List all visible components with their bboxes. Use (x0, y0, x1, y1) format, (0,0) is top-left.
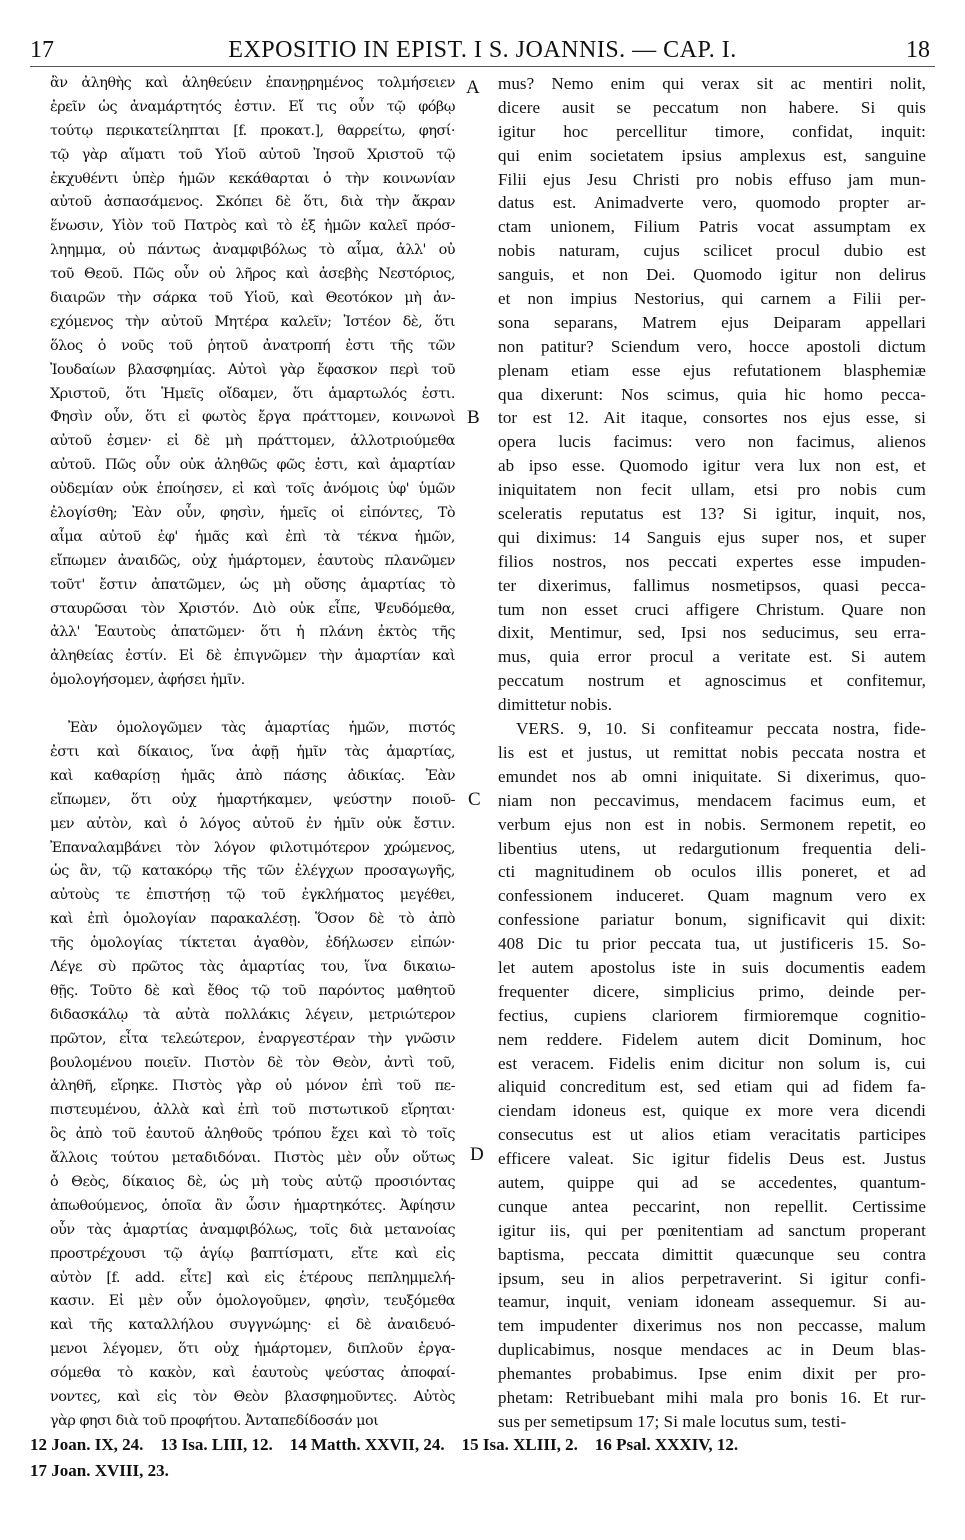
right-page-number: 18 (906, 37, 930, 63)
text-line: βουλομένου ποιεῖν. Πιστὸν δὲ τὸν Θεὸν, ἀντὶ τοῦ, (50, 1054, 455, 1071)
text-line: let autem apostolus iste in suis documentis eadem (498, 957, 926, 977)
text-line: οὖν τὰς ἁμαρτίας ἀναμφιβόλως, τοῖς διὰ μετανοίας (50, 1221, 455, 1238)
text-line: qui enim societatem ipsius amplexus est, sanguine (498, 145, 926, 165)
text-line: ἀληθῆ, εἴρηκε. Πιστὸς γὰρ οὐ μόνον ἐπὶ τοῦ πε- (50, 1078, 455, 1095)
text-line: εἴπωμεν ἀναιδῶς, οὐχ ἡμάρτομεν, ἑαυτοὺς πλανῶμεν (50, 552, 455, 569)
text-line: datus est. Animadverte vero, quomodo propter ar- (498, 193, 926, 213)
text-line (50, 693, 455, 717)
text-line: ctam unionem, Filium Patris vocat assumptam ex (498, 217, 926, 237)
text-line: ἀλλ' Ἑαυτοὺς ἀπατῶμεν· ὅτι ἡ πλάνη ἐκτὸς τῆς (50, 624, 455, 641)
text-line: verbum ejus non est in nobis. Sermonem repetit, eo (498, 814, 926, 834)
text-line: frequenter dicere, simplicius primo, deinde per- (498, 981, 926, 1001)
text-line: sanguis, et non Dei. Quomodo igitur non delirus (498, 265, 926, 285)
text-line: libentius utens, ut redargutionum frequentia deli- (498, 838, 926, 858)
text-line: tem impudenter dixerimus nos non peccasse, malum (498, 1316, 926, 1336)
text-line: ciendam idoneus est, quique ex more vera dicendi (498, 1101, 926, 1121)
text-line: ληημμα, οὐ πάντως ἀναμφιβόλως τὸ αἷμα, ἀλλ' οὐ (50, 242, 455, 259)
text-line: 408 Dic tu prior peccata tua, ut justificeris 15. So- (498, 934, 926, 954)
greek-text-column (50, 72, 455, 1434)
text-line: phetam: Retribuebant mihi mala pro bonis 16. Et rur- (498, 1387, 926, 1407)
text-line: ἐκχυθέντι ὑπὲρ ἡμῶν κεκάθαρται ὁ τὴν κοινωνίαν (50, 170, 455, 187)
text-line: πιστευμένου, ἀλλὰ καὶ ἐπὶ τοῦ πιστωτικοῦ εἴρηται· (50, 1102, 455, 1119)
text-line: ὡς ἂν, τῷ κατακόρῳ τῆς τῶν ἐλέγχων προσαγωγῆς, (50, 863, 455, 880)
text-line: σταυρῶσαι τὸν Χριστόν. Διὸ οὐκ εἶπε, Ψευδόμεθα, (50, 600, 455, 617)
text-line: sceleratis reputatus est 13? Si igitur, inquit, nos, (498, 504, 926, 524)
text-line: ἐλογίσθη; Ἐὰν οὖν, φησὶν, ἡμεῖς οἱ εἰπόντες, Τὸ (50, 505, 455, 522)
text-line: ter dixerimus, fallimus nosmetipsos, quasi pecca- (498, 575, 926, 595)
text-line: teamur, inquit, veniam idoneam assequemur. Si au- (498, 1292, 926, 1312)
text-line: ἐρεῖν ὡς ἀναμάρτητός ἐστιν. Εἴ τις οὖν τῷ φόβῳ (50, 98, 455, 115)
text-line: εἴπωμεν, ὅτι οὐχ ἡμαρτήκαμεν, ψεύστην ποιοῦ- (50, 791, 455, 808)
text-line: Filii ejus Jesu Christi pro nobis effuso jam mun- (498, 169, 926, 189)
text-line: πρῶτον, εἶτα τελεώτερον, ἐναργεστέραν τὴν γνῶσιν (50, 1030, 455, 1047)
text-line: igitur iis, qui per pœnitentiam ad sanctum properant (498, 1220, 926, 1240)
text-line: sus per semetipsum 17; Si male locutus sum, testi- (498, 1411, 847, 1431)
text-line: dimittetur nobis. (498, 695, 613, 715)
text-line: qua dixerunt: Nos scimus, quia hic homo pecca- (498, 384, 926, 404)
footnotes (30, 1432, 935, 1484)
text-line: nobis naturam, cujus scilicet procul dubio est (498, 241, 926, 261)
text-line: aliquid concreditum est, sed etiam qui ad fidem fa- (498, 1077, 926, 1097)
left-page-number: 17 (30, 37, 54, 63)
footnote-line: 12 Joan. IX, 24. 13 Isa. LIII, 12. 14 Matth. XXVII, 24. 15 Isa. XLIII, 2. 16 Psal. XXXIV, 12. (30, 1435, 739, 1454)
text-line: ipsum, seu in alios perpetraverint. Si igitur confi- (498, 1268, 926, 1288)
text-line: αὐτοῦ. Πῶς οὖν οὐκ ἀληθῶς φῶς ἐστι, καὶ ἁμαρτίαν (50, 457, 455, 474)
text-line: τῷ γὰρ αἵματι τοῦ Υἱοῦ αὐτοῦ Ἰησοῦ Χριστοῦ τῷ (50, 146, 455, 163)
text-line: ἀπωθούμενος, ὁποῖα ἂν ὦσιν ἡμαρτηκότες. Ἀφίησιν (50, 1197, 455, 1214)
text-line: αἷμα αὐτοῦ ἐφ' ἡμᾶς καὶ ἐπὶ τὰ τέκνα ἡμῶν, (50, 528, 455, 545)
text-line: ἕνωσιν, Υἱὸν τοῦ Πατρὸς καὶ τὸ ἐξ ἡμῶν καλεῖ πρόσ- (50, 218, 455, 235)
text-line: Ἐὰν ὁμολογῶμεν τὰς ἁμαρτίας ἡμῶν, πιστός (68, 720, 455, 737)
text-line: διδασκάλῳ τὰ αὐτὰ πολλάκις λέγειν, μετριώτερον (50, 1006, 455, 1023)
text-line: est veracem. Fidelis enim dicitur non solum is, cui (498, 1053, 926, 1073)
text-line: κασιν. Εἰ μὲν οὖν ὁμολογοῦμεν, φησὶν, τευξόμεθα (50, 1293, 455, 1310)
text-line: ab ipso esse. Quomodo igitur vera lux non est, et (498, 456, 926, 476)
text-line: μενοι λέγομεν, ὅτι οὐχ ἡμάρτομεν, διπλοῦν ἐργα- (50, 1341, 455, 1358)
header-rule (30, 66, 935, 67)
margin-letter-d: D (470, 1144, 484, 1165)
text-line: consecutus est ut alios etiam veracitatis participes (498, 1125, 926, 1145)
text-line: et non impius Nestorius, qui carnem a Filii per- (498, 289, 926, 309)
text-line: προστρέχουσι τῷ ἁγίῳ βαπτίσματι, εἴτε καὶ εἰς (50, 1245, 455, 1262)
text-line: καὶ καθαρίσῃ ἡμᾶς ἀπὸ πάσης ἀδικίας. Ἐὰν (50, 767, 455, 784)
text-line: ἀληθείας ἐστίν. Εἰ δὲ ἐπιγνῶμεν τὴν ἁμαρτίαν καὶ (50, 648, 455, 665)
text-line: cunque antea peccarint, non repellit. Certissime (498, 1196, 926, 1216)
text-line: τοῦ Θεοῦ. Πῶς οὖν οὐ λῆρος καὶ ἀσεβὴς Νεστόριος, (50, 266, 455, 283)
text-line: καὶ τῆς καταλλήλου συγγνώμης· εἰ δὲ ἀναιδευό- (50, 1317, 455, 1334)
text-line: ὅλος ὁ νοῦς τοῦ ῥητοῦ ἀνατροπή ἐστι τῆς τῶν (50, 337, 455, 354)
text-line: νοντες, καὶ εἰς τὸν Θεὸν βλασφημοῦντες. Αὐτὸς (50, 1388, 455, 1405)
text-line: dicere ausit se peccatum non habere. Si quis (498, 97, 926, 117)
text-line: peccatum nostrum et agnoscimus et confitemur, (498, 671, 926, 691)
text-line: mus? Nemo enim qui verax sit ac mentiri nolit, (498, 74, 926, 93)
running-title: EXPOSITIO IN EPIST. I S. JOANNIS. — CAP. I. (228, 37, 737, 63)
text-line: Λέγε σὺ πρῶτος τὰς ἁμαρτίας του, ἵνα δικαιω- (50, 958, 455, 975)
text-line: cti magnitudinem ob oculos illis poneret, et ad (498, 862, 926, 882)
text-line: fectius, cupiens clariorem firmioremque cognitio- (498, 1005, 926, 1025)
text-line: Ἐπαναλαμβάνει τὸν λόγον φιλοτιμότερον χρώμενος, (50, 839, 455, 856)
text-line: ὁμολογήσομεν, ἀφήσει ἡμῖν. (50, 672, 245, 689)
text-line: γὰρ φησι διὰ τοῦ προφήτου. Ἀνταπεδίδοσάν μοι (50, 1412, 379, 1429)
text-line: τοῦτ' ἔστιν ἀπατῶμεν, ὡς μὴ οὔσης ἁμαρτίας τὸ (50, 576, 455, 593)
text-line: autem, quippe qui ad se accedentes, quantum- (498, 1172, 926, 1192)
text-line: καὶ ἐπὶ ὁμολογίαν παρακαλέσῃ. Ὅσον δὲ τὸ ἀπὸ (50, 911, 455, 928)
text-line: niam non peccavimus, mendacem facimus eum, et (498, 790, 926, 810)
text-line: iniquitatem non fecit ullam, etsi pro nobis cum (498, 480, 926, 500)
text-line: τούτῳ περικατείληπται [f. προκατ.], θαρρείτω, φησί· (50, 122, 455, 139)
text-line: ὁ Θεὸς, δίκαιος δὲ, ὡς μὴ τοὺς αὐτῷ προσιόντας (50, 1173, 455, 1190)
text-line: οὐδεμίαν οὐκ ἐποίησεν, εἰ καὶ τοῖς ἀνόμοις ὑφ' ὑμῶν (50, 481, 455, 498)
margin-letter-b: B (467, 407, 480, 428)
text-line: εχόμενος τὴν αὐτοῦ Μητέρα καλεῖν; Ἰστέον δὲ, ὅτι (50, 313, 455, 330)
text-line: tum non esset cruci affigere Christum. Quare non (498, 599, 926, 619)
text-line: baptisma, peccata dimittit quæcunque seu contra (498, 1244, 926, 1264)
text-line: ἐστι καὶ δίκαιος, ἵνα ἀφῇ ἡμῖν τὰς ἁμαρτίας, (50, 743, 455, 760)
text-line: ἂν ἀληθὴς καὶ ἀληθεύειν ἐπανῃρημένος τολμήσειεν (50, 75, 455, 91)
text-line: αὐτοὺς τε ἐπιστήσῃ τῷ τοῦ ἐγκλήματος μεγέθει, (50, 887, 455, 904)
text-line: Χριστοῦ, ὅτι Ἡμεῖς οἴδαμεν, ὅτι ἁμαρτωλός ἐστι. (50, 385, 455, 402)
text-line: lis est et justus, ut remittat nobis peccata nostra et (498, 742, 926, 762)
text-line: non patitur? Sciendum vero, hocce apostoli dictum (498, 336, 926, 356)
text-line: Φησὶν οὖν, ὅτι εἰ φωτὸς ἔργα πράττομεν, κοινωνοὶ (50, 409, 455, 426)
text-line: διαιρῶν τὴν σάρκα τοῦ Υἱοῦ, καὶ Θεοτόκον μὴ ἀν- (50, 290, 455, 307)
text-line: efficere valeat. Sic igitur fidelis Deus est. Justus (498, 1149, 926, 1169)
text-line: filios nostros, nos peccati expertes esse impuden- (498, 551, 926, 571)
text-line: confessionem induceret. Quam magnum vero ex (498, 886, 926, 906)
margin-letter-c: C (468, 789, 481, 810)
text-line: θῇς. Τοῦτο δὲ καὶ ἔθος τῷ τοῦ παρόντος μαθητοῦ (50, 982, 455, 999)
text-line: ἄλλοις τούτου μεταδιδόναι. Πιστὸς μὲν οὖν οὕτως (50, 1150, 455, 1167)
text-line: tor est 12. Ait itaque, consortes nos ejus esse, si (498, 408, 926, 428)
text-line: phemantes probabimus. Ipse enim dixit per pro- (498, 1364, 926, 1384)
footnote-line: 17 Joan. XVIII, 23. (30, 1461, 169, 1480)
text-line: Ἰουδαίων βλασφημίας. Αὐτοὶ γὰρ ἔφασκον περὶ τοῦ (50, 361, 455, 378)
text-line: qui diximus: 14 Sanguis ejus super nos, et super (498, 527, 926, 547)
text-line: plenam etiam esse ejus refutationem blasphemiæ (498, 360, 926, 380)
text-line: mus, quia error procul a veritate est. Si autem (498, 647, 926, 667)
text-line: nem reddere. Fidelem autem dicit Dominum, hoc (498, 1029, 926, 1049)
text-line: opera lucis facimus: vero non facimus, alienos (498, 432, 926, 452)
text-line: VERS. 9, 10. Si confiteamur peccata nostra, fide- (516, 719, 926, 739)
text-line: αὐτοῦ ἀσπασάμενος. Σκόπει δὲ ὅτι, διὰ τὴν ἄκραν (50, 194, 455, 211)
text-line: αὐτοῦ ἐσμεν· εἰ δὲ μὴ πράττομεν, ἀλλοτριούμεθα (50, 433, 455, 450)
text-line: sona separans, Matrem ejus Deiparam appellari (498, 312, 926, 332)
text-line: μεν αὐτὸν, καὶ ὁ λόγος αὐτοῦ ἐν ἡμῖν οὐκ ἔστιν. (50, 815, 455, 832)
text-line: τῆς ὁμολογίας τίκτεται ἀγαθὸν, ἐδήλωσεν εἰπών· (50, 935, 455, 952)
latin-text-column (498, 72, 926, 1434)
text-line: dixit, Mentimur, sed, Ipsi nos seducimus, seu erra- (498, 623, 926, 643)
text-line: σόμεθα τὸ κακὸν, καὶ ἑαυτοὺς ψεύστας ἀποφαί- (50, 1365, 455, 1382)
text-line: confessione pariatur bonum, significavit qui dixit: (498, 910, 926, 930)
text-line: emundet nos ab omni iniquitate. Si dixerimus, quo- (498, 766, 926, 786)
text-line: duplicabimus, nosque mendaces ac in Deum blas- (498, 1340, 926, 1360)
text-line: αὐτὸν [f. add. εἶτε] καὶ εἰς ἑτέρους πεπλημμελή- (50, 1269, 455, 1286)
text-line: ὃς ἀπὸ τοῦ ἑαυτοῦ ἀληθοῦς τρόπου ἔχει καὶ τὸ τοῖς (50, 1126, 455, 1143)
text-line: igitur hoc percellitur timore, confidat, inquit: (498, 121, 926, 141)
margin-letter-a: A (466, 77, 480, 98)
